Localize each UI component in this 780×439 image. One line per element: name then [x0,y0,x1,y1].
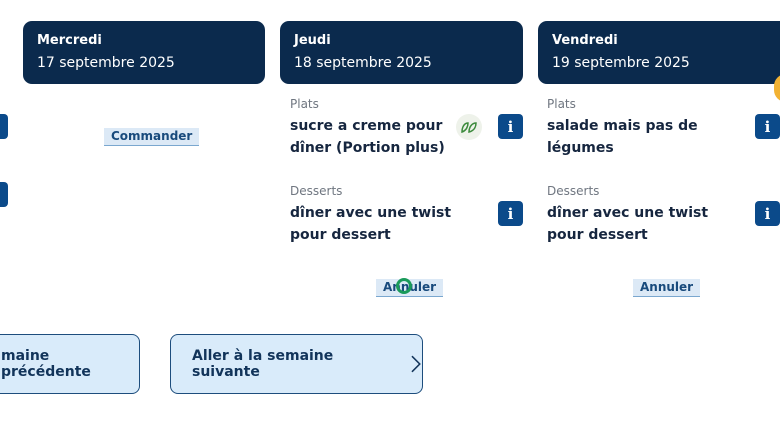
info-icon: i [764,204,771,223]
order-button[interactable]: Commander [104,128,199,146]
desserts-label: Desserts [290,184,343,198]
info-button-partial-bottom[interactable] [0,182,8,207]
previous-week-label: maine précédente [1,348,91,380]
day-header-thursday [280,21,523,84]
info-button-partial-top[interactable] [0,114,8,139]
info-button-plat-thursday[interactable] [498,114,523,139]
vegetarian-badge [456,114,482,140]
plat-name: sucre a creme pour dîner (Portion plus) [290,118,445,156]
day-date: 19 septembre 2025 [552,55,690,71]
info-icon: i [764,117,771,136]
next-week-button[interactable] [170,334,423,394]
day-name: Vendredi [552,33,618,48]
day-header-friday [538,21,780,84]
plats-label: Plats [290,97,319,111]
leaf-icon [460,120,478,134]
day-name: Jeudi [294,33,331,48]
day-header-wednesday [23,21,265,84]
click-indicator [396,278,412,294]
next-week-label: Aller à la semaine suivante [192,348,334,380]
day-date: 17 septembre 2025 [37,55,175,71]
plat-name: salade mais pas de légumes [547,118,698,156]
day-name: Mercredi [37,33,102,48]
cancel-button-thursday[interactable]: Annuler [376,279,443,297]
dessert-name: dîner avec une twist pour dessert [547,205,709,243]
info-button-dessert-friday[interactable] [755,201,780,226]
desserts-label: Desserts [547,184,600,198]
info-button-plat-friday[interactable] [755,114,780,139]
dessert-name: dîner avec une twist pour dessert [290,205,452,243]
day-date: 18 septembre 2025 [294,55,432,71]
info-icon: i [507,204,514,223]
previous-week-button[interactable] [0,334,140,394]
chevron-right-icon [410,354,422,374]
info-icon: i [507,117,514,136]
cancel-button-friday[interactable]: Annuler [633,279,700,297]
plats-label: Plats [547,97,576,111]
info-button-dessert-thursday[interactable] [498,201,523,226]
